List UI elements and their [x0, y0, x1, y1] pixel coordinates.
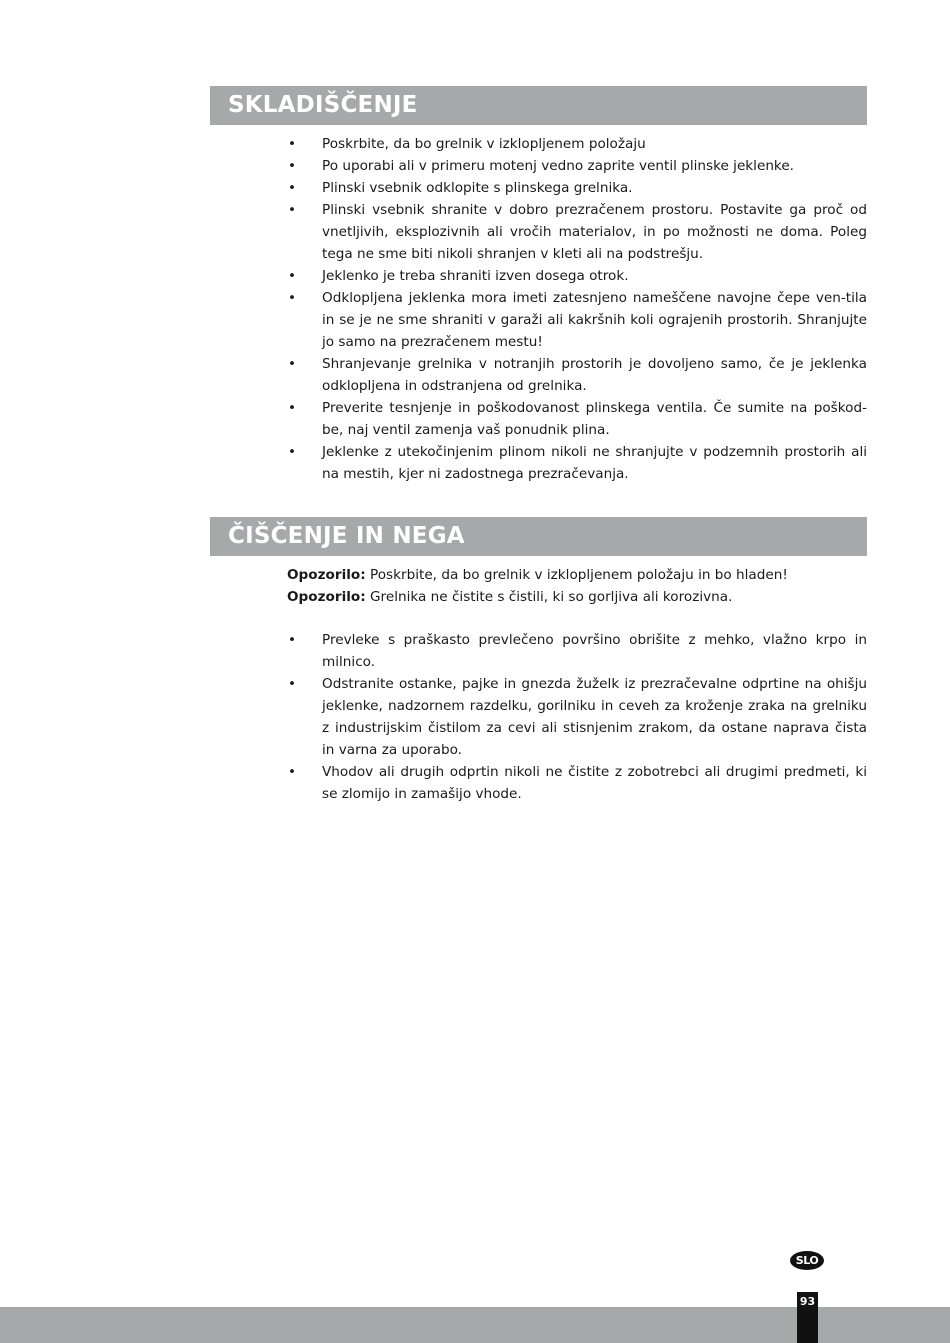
list-item-text: Shranjevanje grelnika v notranjih prostorih je dovoljeno samo, če je jeklenka odklopljena in odstranjena od grelnika. [322, 356, 867, 394]
list-item [287, 133, 867, 155]
list-item-text: Preverite tesnjenje in poškodovanost plinskega ventila. Če sumite na poškod-be, naj ventil zamenja vaš ponudnik plina. [322, 400, 867, 438]
list-item [287, 265, 867, 287]
warnings-block [287, 564, 867, 608]
list-item-text: Odklopljena jeklenka mora imeti zatesnjeno nameščene navojne čepe ven-tila in se je ne sme shraniti v garaži ali kakršnih koli ograjenih prostorih. Shranjujte jo samo na prezračenem mestu! [322, 290, 867, 350]
page-number: 93 [799, 1295, 816, 1308]
list-item [287, 397, 867, 441]
bullet-icon: • [287, 202, 297, 218]
bullet-icon: • [287, 400, 297, 416]
cleaning-list [287, 629, 867, 805]
warning-text: Poskrbite, da bo grelnik v izklopljenem položaju in bo hladen! [365, 567, 788, 583]
bullet-icon: • [287, 356, 297, 372]
bullet-icon: • [287, 136, 297, 152]
bullet-icon: • [287, 444, 297, 460]
warning-label: Opozorilo: [287, 589, 366, 605]
warning-line [287, 564, 867, 586]
list-item [287, 199, 867, 265]
warning-line [287, 586, 867, 608]
bullet-icon: • [287, 764, 297, 780]
list-item-text: Prevleke s praškasto prevlečeno površino obrišite z mehko, vlažno krpo in milnico. [322, 632, 867, 670]
bullet-icon: • [287, 268, 297, 284]
bullet-icon: • [287, 676, 297, 692]
list-item [287, 761, 867, 805]
warning-text: Grelnika ne čistite s čistili, ki so gorljiva ali korozivna. [365, 589, 733, 605]
bullet-icon: • [287, 632, 297, 648]
list-item-text: Plinski vsebnik shranite v dobro prezračenem prostoru. Postavite ga proč od vnetljivih, eksplozivnih ali vročih materialov, in po možnosti ne doma. Poleg tega ne sme biti nikoli shranjen v kleti ali na podstrešju. [322, 202, 867, 262]
section-title-storage: SKLADIŠČENJE [210, 86, 867, 125]
list-item [287, 155, 867, 177]
bullet-icon: • [287, 158, 297, 174]
list-item-text: Plinski vsebnik odklopite s plinskega grelnika. [322, 180, 633, 196]
list-item-text: Vhodov ali drugih odprtin nikoli ne čistite z zobotrebci ali drugimi predmeti, ki se zlomijo in zamašijo vhode. [322, 764, 867, 802]
list-item [287, 673, 867, 761]
list-item [287, 441, 867, 485]
storage-list [287, 133, 867, 485]
list-item-text: Odstranite ostanke, pajke in gnezda žuželk iz prezračevalne odprtine na ohišju jeklenke, nadzornem razdelku, gorilniku in ceveh za kroženje zraka na grelniku z industrijskim čistilom za cevi ali stisnjenim zrakom, da ostane naprava čista in varna za uporabo. [322, 676, 867, 758]
section-title-cleaning: ČIŠČENJE IN NEGA [210, 517, 867, 556]
list-item [287, 287, 867, 353]
language-badge: SLO [790, 1251, 824, 1270]
warning-label: Opozorilo: [287, 567, 366, 583]
list-item-text: Poskrbite, da bo grelnik v izklopljenem položaju [322, 136, 646, 152]
list-item-text: Po uporabi ali v primeru motenj vedno zaprite ventil plinske jeklenke. [322, 158, 795, 174]
list-item-text: Jeklenke z utekočinjenim plinom nikoli ne shranjujte v podzemnih prostorih ali na mestih, kjer ni zadostnega prezračevanja. [322, 444, 867, 482]
bullet-icon: • [287, 290, 297, 306]
list-item-text: Jeklenko je treba shraniti izven dosega otrok. [322, 268, 629, 284]
list-item [287, 353, 867, 397]
bullet-icon: • [287, 180, 297, 196]
list-item [287, 177, 867, 199]
list-item [287, 629, 867, 673]
